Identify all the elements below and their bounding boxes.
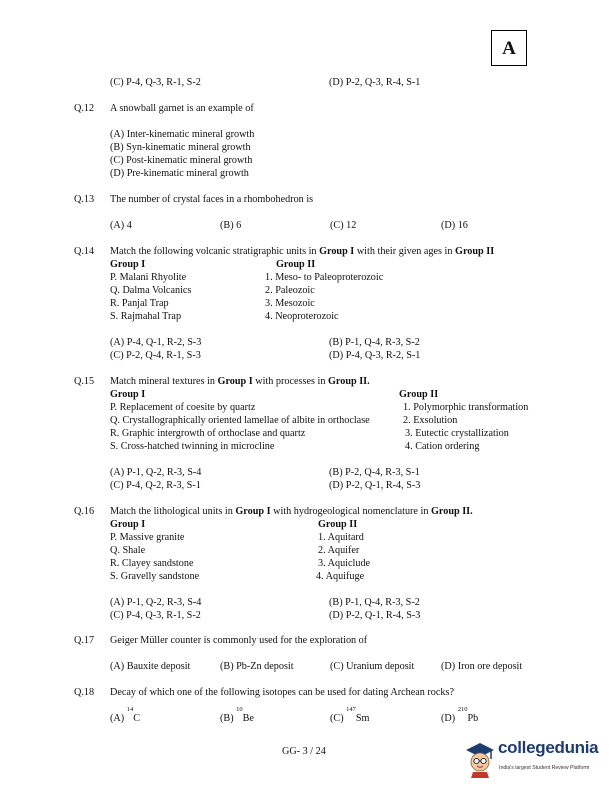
q12-number: Q.12 <box>74 103 95 114</box>
q17-option-c[interactable]: (C) Uranium deposit <box>330 661 415 672</box>
q16-option-c[interactable]: (C) P-4, Q-3, R-1, S-2 <box>110 610 201 621</box>
q17-number: Q.17 <box>74 635 95 646</box>
q14-right-4: 4. Neoproterozoic <box>265 311 339 322</box>
q15-option-c[interactable]: (C) P-4, Q-2, R-3, S-1 <box>110 480 201 491</box>
q14-left-r: R. Panjal Trap <box>110 298 169 309</box>
q14-group2-header: Group II <box>276 259 316 270</box>
q15-text: Match mineral textures in Group I with processes in Group II. <box>110 376 370 387</box>
q14-option-c[interactable]: (C) P-2, Q-4, R-1, S-3 <box>110 350 201 361</box>
q15-right-1: 1. Polymorphic transformation <box>403 402 529 413</box>
q13-number: Q.13 <box>74 194 95 205</box>
q16-text: Match the lithological units in Group I with hydrogeological nomenclature in Group II. <box>110 506 473 517</box>
q14-option-a[interactable]: (A) P-4, Q-1, R-2, S-3 <box>110 337 202 348</box>
q15-left-q: Q. Crystallographically oriented lamellae of albite in orthoclase <box>110 415 370 426</box>
q14-option-b[interactable]: (B) P-1, Q-4, R-3, S-2 <box>329 337 420 348</box>
q15-right-3: 3. Eutectic crystallization <box>405 428 509 439</box>
q12-option-c[interactable]: (C) Post-kinematic mineral growth <box>110 155 253 166</box>
q18-text: Decay of which one of the following isotopes can be used for dating Archean rocks? <box>110 687 455 698</box>
q13-option-b[interactable]: (B) 6 <box>220 220 242 231</box>
set-code-box <box>491 30 527 66</box>
q16-group2-header: Group II <box>318 519 358 530</box>
q14-text: Match the following volcanic stratigraphic units in Group I with their given ages in Group II <box>110 246 495 257</box>
q14-right-3: 3. Mesozoic <box>265 298 315 309</box>
q13-option-c[interactable]: (C) 12 <box>330 220 357 231</box>
q13-option-a[interactable]: (A) 4 <box>110 220 132 231</box>
q14-right-1: 1. Meso- to Paleoproterozoic <box>265 272 384 283</box>
q16-group1-header: Group I <box>110 519 146 530</box>
q16-right-4: 4. Aquifuge <box>316 571 365 582</box>
q14-option-d[interactable]: (D) P-4, Q-3, R-2, S-1 <box>329 350 421 361</box>
q14-group1-header: Group I <box>110 259 146 270</box>
q15-right-2: 2. Exsolution <box>403 415 458 426</box>
q16-right-2: 2. Aquifer <box>318 545 360 556</box>
q15-group2-header: Group II <box>399 389 439 400</box>
q18-option-b[interactable]: (B) $^{10}$Be <box>220 706 254 724</box>
brand-name[interactable]: collegedunia <box>498 738 599 757</box>
q13-text: The number of crystal faces in a rhombohedron is <box>110 194 314 205</box>
q14-left-q: Q. Dalma Volcanics <box>110 285 192 296</box>
q12-option-b[interactable]: (B) Syn-kinematic mineral growth <box>110 142 251 153</box>
q17-option-b[interactable]: (B) Pb-Zn deposit <box>220 661 294 672</box>
q16-option-a[interactable]: (A) P-1, Q-2, R-3, S-4 <box>110 597 202 608</box>
q16-option-b[interactable]: (B) P-1, Q-4, R-3, S-2 <box>329 597 420 608</box>
q11-option-c[interactable]: (C) P-4, Q-3, R-1, S-2 <box>110 77 201 88</box>
q16-left-r: R. Clayey sandstone <box>110 558 194 569</box>
q12-option-a[interactable]: (A) Inter-kinematic mineral growth <box>110 129 255 140</box>
q14-number: Q.14 <box>74 246 95 257</box>
q12-option-d[interactable]: (D) Pre-kinematic mineral growth <box>110 168 249 179</box>
collegedunia-mascot-icon <box>463 738 497 778</box>
q16-right-3: 3. Aquiclude <box>318 558 371 569</box>
q15-option-a[interactable]: (A) P-1, Q-2, R-3, S-4 <box>110 467 202 478</box>
q18-number: Q.18 <box>74 687 95 698</box>
q18-option-a[interactable]: (A) $^{14}$C <box>110 706 140 724</box>
q16-right-1: 1. Aquitard <box>318 532 364 543</box>
set-code: A <box>502 37 516 59</box>
q11-option-d[interactable]: (D) P-2, Q-3, R-4, S-1 <box>329 77 421 88</box>
q15-group1-header: Group I <box>110 389 146 400</box>
q14-left-p: P. Malani Rhyolite <box>110 272 187 283</box>
brand-tagline: India's largest Student Review Platform <box>499 765 590 771</box>
q14-right-2: 2. Paleozoic <box>265 285 315 296</box>
q15-left-r: R. Graphic intergrowth of orthoclase and quartz <box>110 428 306 439</box>
q13-option-d[interactable]: (D) 16 <box>441 220 468 231</box>
page-number: GG- 3 / 24 <box>282 746 326 757</box>
q16-left-q: Q. Shale <box>110 545 146 556</box>
q15-option-d[interactable]: (D) P-2, Q-1, R-4, S-3 <box>329 480 421 491</box>
q12-text: A snowball garnet is an example of <box>110 103 254 114</box>
q17-option-a[interactable]: (A) Bauxite deposit <box>110 661 191 672</box>
q17-option-d[interactable]: (D) Iron ore deposit <box>441 661 523 672</box>
q15-number: Q.15 <box>74 376 95 387</box>
q16-option-d[interactable]: (D) P-2, Q-1, R-4, S-3 <box>329 610 421 621</box>
q18-option-c[interactable]: (C) $^{147}$Sm <box>330 706 370 724</box>
q14-left-s: S. Rajmahal Trap <box>110 311 182 322</box>
q16-left-p: P. Massive granite <box>110 532 185 543</box>
q18-option-d[interactable]: (D) $^{210}$Pb <box>441 706 479 724</box>
q15-left-p: P. Replacement of coesite by quartz <box>110 402 256 413</box>
q17-text: Geiger Müller counter is commonly used for the exploration of <box>110 635 368 646</box>
q15-option-b[interactable]: (B) P-2, Q-4, R-3, S-1 <box>329 467 420 478</box>
q15-left-s: S. Cross-hatched twinning in microcline <box>110 441 275 452</box>
q16-left-s: S. Gravelly sandstone <box>110 571 200 582</box>
q15-right-4: 4. Cation ordering <box>405 441 480 452</box>
q16-number: Q.16 <box>74 506 95 517</box>
